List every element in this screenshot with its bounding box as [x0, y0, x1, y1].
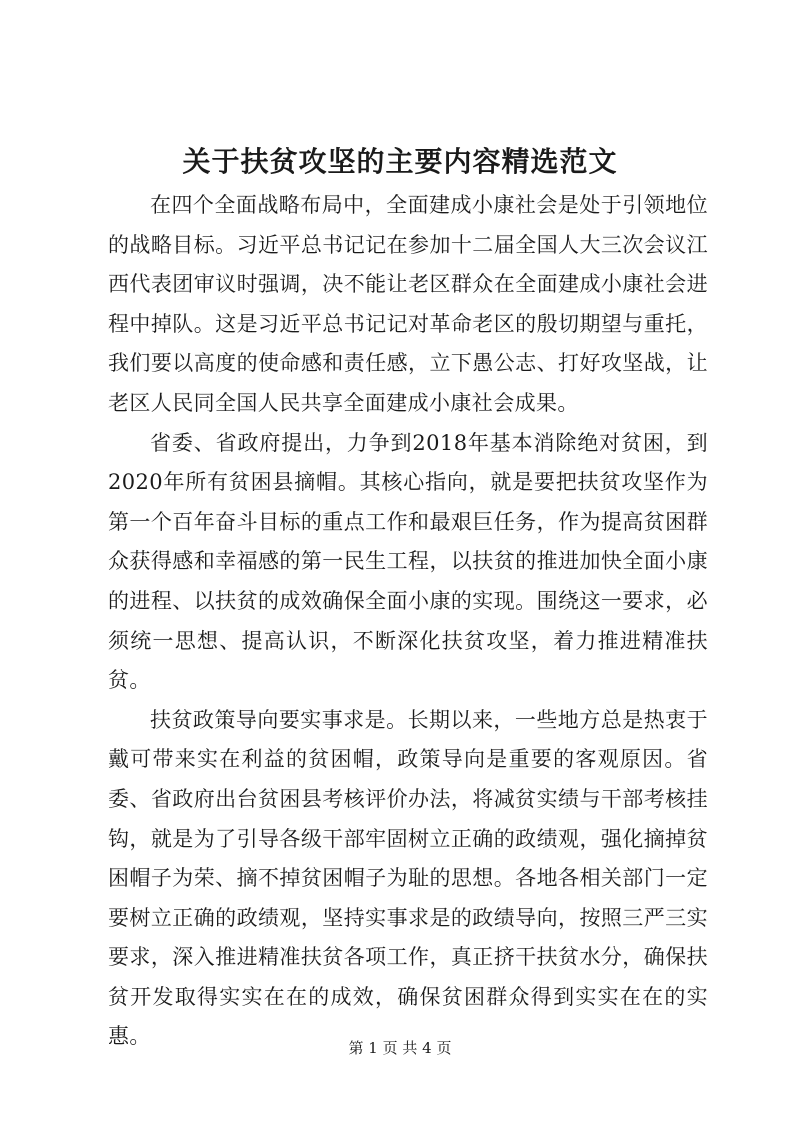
paragraph-1: 在四个全面战略布局中，全面建成小康社会是处于引领地位的战略目标。习近平总书记记在参加十二届全国人大三次会议江西代表团审议时强调，决不能让老区群众在全面建成小康社会进程中掉队。这是习近平总书记记对革命老区的殷切期望与重托，我们要以高度的使命感和责任感，立下愚公志、打好攻坚战，让老区人民同全国人民共享全面建成小康社会成果。 — [108, 193, 708, 415]
document-title: 关于扶贫攻坚的主要内容精选范文 — [182, 145, 618, 178]
page-footer: 第 1 页 共 4 页 — [348, 1039, 452, 1057]
paragraph-3: 扶贫政策导向要实事求是。长期以来，一些地方总是热衷于戴可带来实在利益的贫困帽，政策导向是重要的客观原因。省委、省政府出台贫困县考核评价办法，将减贫实绩与干部考核挂钩，就是为了引导各级干部牢固树立正确的政绩观，强化摘掉贫困帽子为荣、摘不掉贫困帽子为耻的思想。各地各相关部门一定要树立正确的政绩观，坚持实事求是的政绩导向，按照三严三实要求，深入推进精准扶贫各项工作，真正挤干扶贫水分，确保扶贫开发取得实实在在的成效，确保贫困群众得到实实在在的实惠。 — [108, 707, 708, 1049]
document-body — [108, 186, 708, 1057]
paragraph-2: 省委、省政府提出，力争到2018年基本消除绝对贫困，到2020年所有贫困县摘帽。其核心指向，就是要把扶贫攻坚作为第一个百年奋斗目标的重点工作和最艰巨任务，作为提高贫困群众获得感和幸福感的第一民生工程，以扶贫的推进加快全面小康的进程、以扶贫的成效确保全面小康的实现。围绕这一要求，必须统一思想、提高认识，不断深化扶贫攻坚，着力推进精准扶贫。 — [108, 430, 708, 693]
